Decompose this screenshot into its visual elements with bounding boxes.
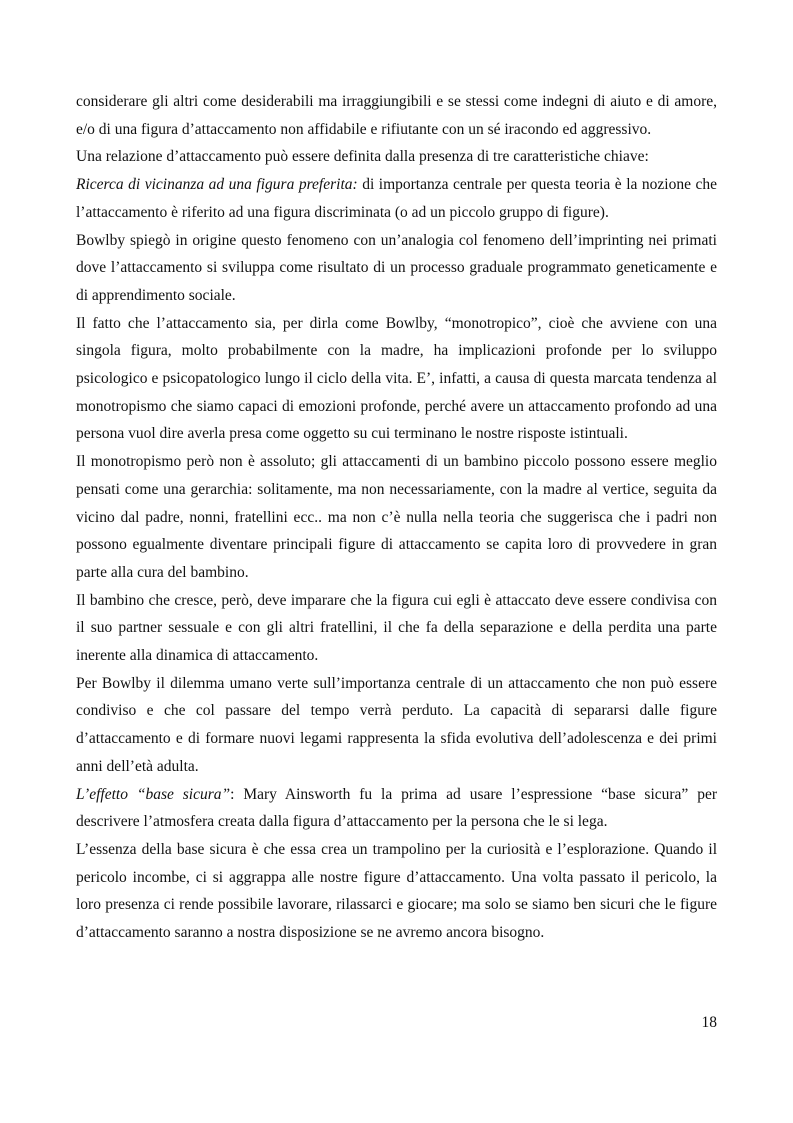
paragraph bbox=[76, 310, 717, 449]
paragraph bbox=[76, 171, 717, 226]
paragraph-text: Bowlby spiegò in origine questo fenomeno con un’analogia col fenomeno dell’imprinting nei primati dove l’attaccamento si sviluppa come risultato di un processo graduale programmato geneticamente e di apprendimento sociale. bbox=[76, 231, 717, 304]
paragraph-text: Il monotropismo però non è assoluto; gli attaccamenti di un bambino piccolo possono essere meglio pensati come una gerarchia: solitamente, ma non necessariamente, con la madre al vertice, seguita da vicino dal padre, nonni, fratellini ecc.. ma non c’è nulla nella teoria che suggerisca che i padri non possono egualmente diventare principali figure di attaccamento se capita loro di provvedere in gran parte alla cura del bambino. bbox=[76, 453, 717, 581]
paragraph bbox=[76, 448, 717, 587]
page-body bbox=[76, 88, 717, 947]
paragraph-text: Il bambino che cresce, però, deve imparare che la figura cui egli è attaccato deve essere condivisa con il suo partner sessuale e con gli altri fratellini, il che fa della separazione e della perdita una parte inerente alla dinamica di attaccamento. bbox=[76, 591, 717, 665]
paragraph bbox=[76, 836, 717, 947]
paragraph bbox=[76, 781, 717, 836]
paragraph bbox=[76, 670, 717, 781]
paragraph bbox=[76, 88, 717, 143]
paragraph-text: di importanza centrale per questa teoria è la nozione che l’attaccamento è riferito ad una figura discriminata (o ad un piccolo gruppo di figure). bbox=[76, 176, 717, 221]
paragraph-italic-lead: Ricerca di vicinanza ad una figura preferita: bbox=[76, 176, 358, 194]
paragraph-text: considerare gli altri come desiderabili ma irraggiungibili e se stessi come indegni di aiuto e di amore, e/o di una figura d’attaccamento non affidabile e rifiutante con un sé iracondo ed aggressivo. bbox=[76, 93, 717, 138]
paragraph-text: Il fatto che l’attaccamento sia, per dirla come Bowlby, “monotropico”, cioè che avviene con una singola figura, molto probabilmente con la madre, ha implicazioni profonde per lo sviluppo psicologico e psicopatologico lungo il ciclo della vita. E’, infatti, a causa di questa marcata tendenza al monotropismo che siamo capaci di emozioni profonde, perché avere un attaccamento profondo ad una persona vuol dire averla presa come oggetto su cui terminano le nostre risposte istintuali. bbox=[76, 314, 717, 443]
paragraph-italic-lead: L’effetto “base sicura” bbox=[76, 785, 231, 803]
paragraph-text: Per Bowlby il dilemma umano verte sull’importanza centrale di un attaccamento che non può essere condiviso e che col passare del tempo verrà perduto. La capacità di separarsi dalle figure d’attaccamento e di formare nuovi legami rappresenta la sfida evolutiva dell’adolescenza e dei primi anni dell’età adulta. bbox=[76, 674, 717, 775]
paragraph bbox=[76, 227, 717, 310]
paragraph-text: Una relazione d’attaccamento può essere definita dalla presenza di tre caratteristiche chiave: bbox=[76, 148, 649, 166]
paragraph bbox=[76, 587, 717, 670]
paragraph bbox=[76, 143, 717, 171]
paragraph-text: : Mary Ainsworth fu la prima ad usare l’espressione “base sicura” per descrivere l’atmosfera creata dalla figura d’attaccamento per la persona che le si lega. bbox=[76, 785, 717, 831]
paragraph-text: L’essenza della base sicura è che essa crea un trampolino per la curiosità e l’esplorazione. Quando il pericolo incombe, ci si aggrappa alle nostre figure d’attaccamento. Una volta passato il pericolo, la loro presenza ci rende possibile lavorare, rilassarci e giocare; ma solo se siamo ben sicuri che le figure d’attaccamento saranno a nostra disposizione se ne avremo ancora bisogno. bbox=[76, 840, 717, 942]
page-number: 18 bbox=[701, 1014, 717, 1031]
